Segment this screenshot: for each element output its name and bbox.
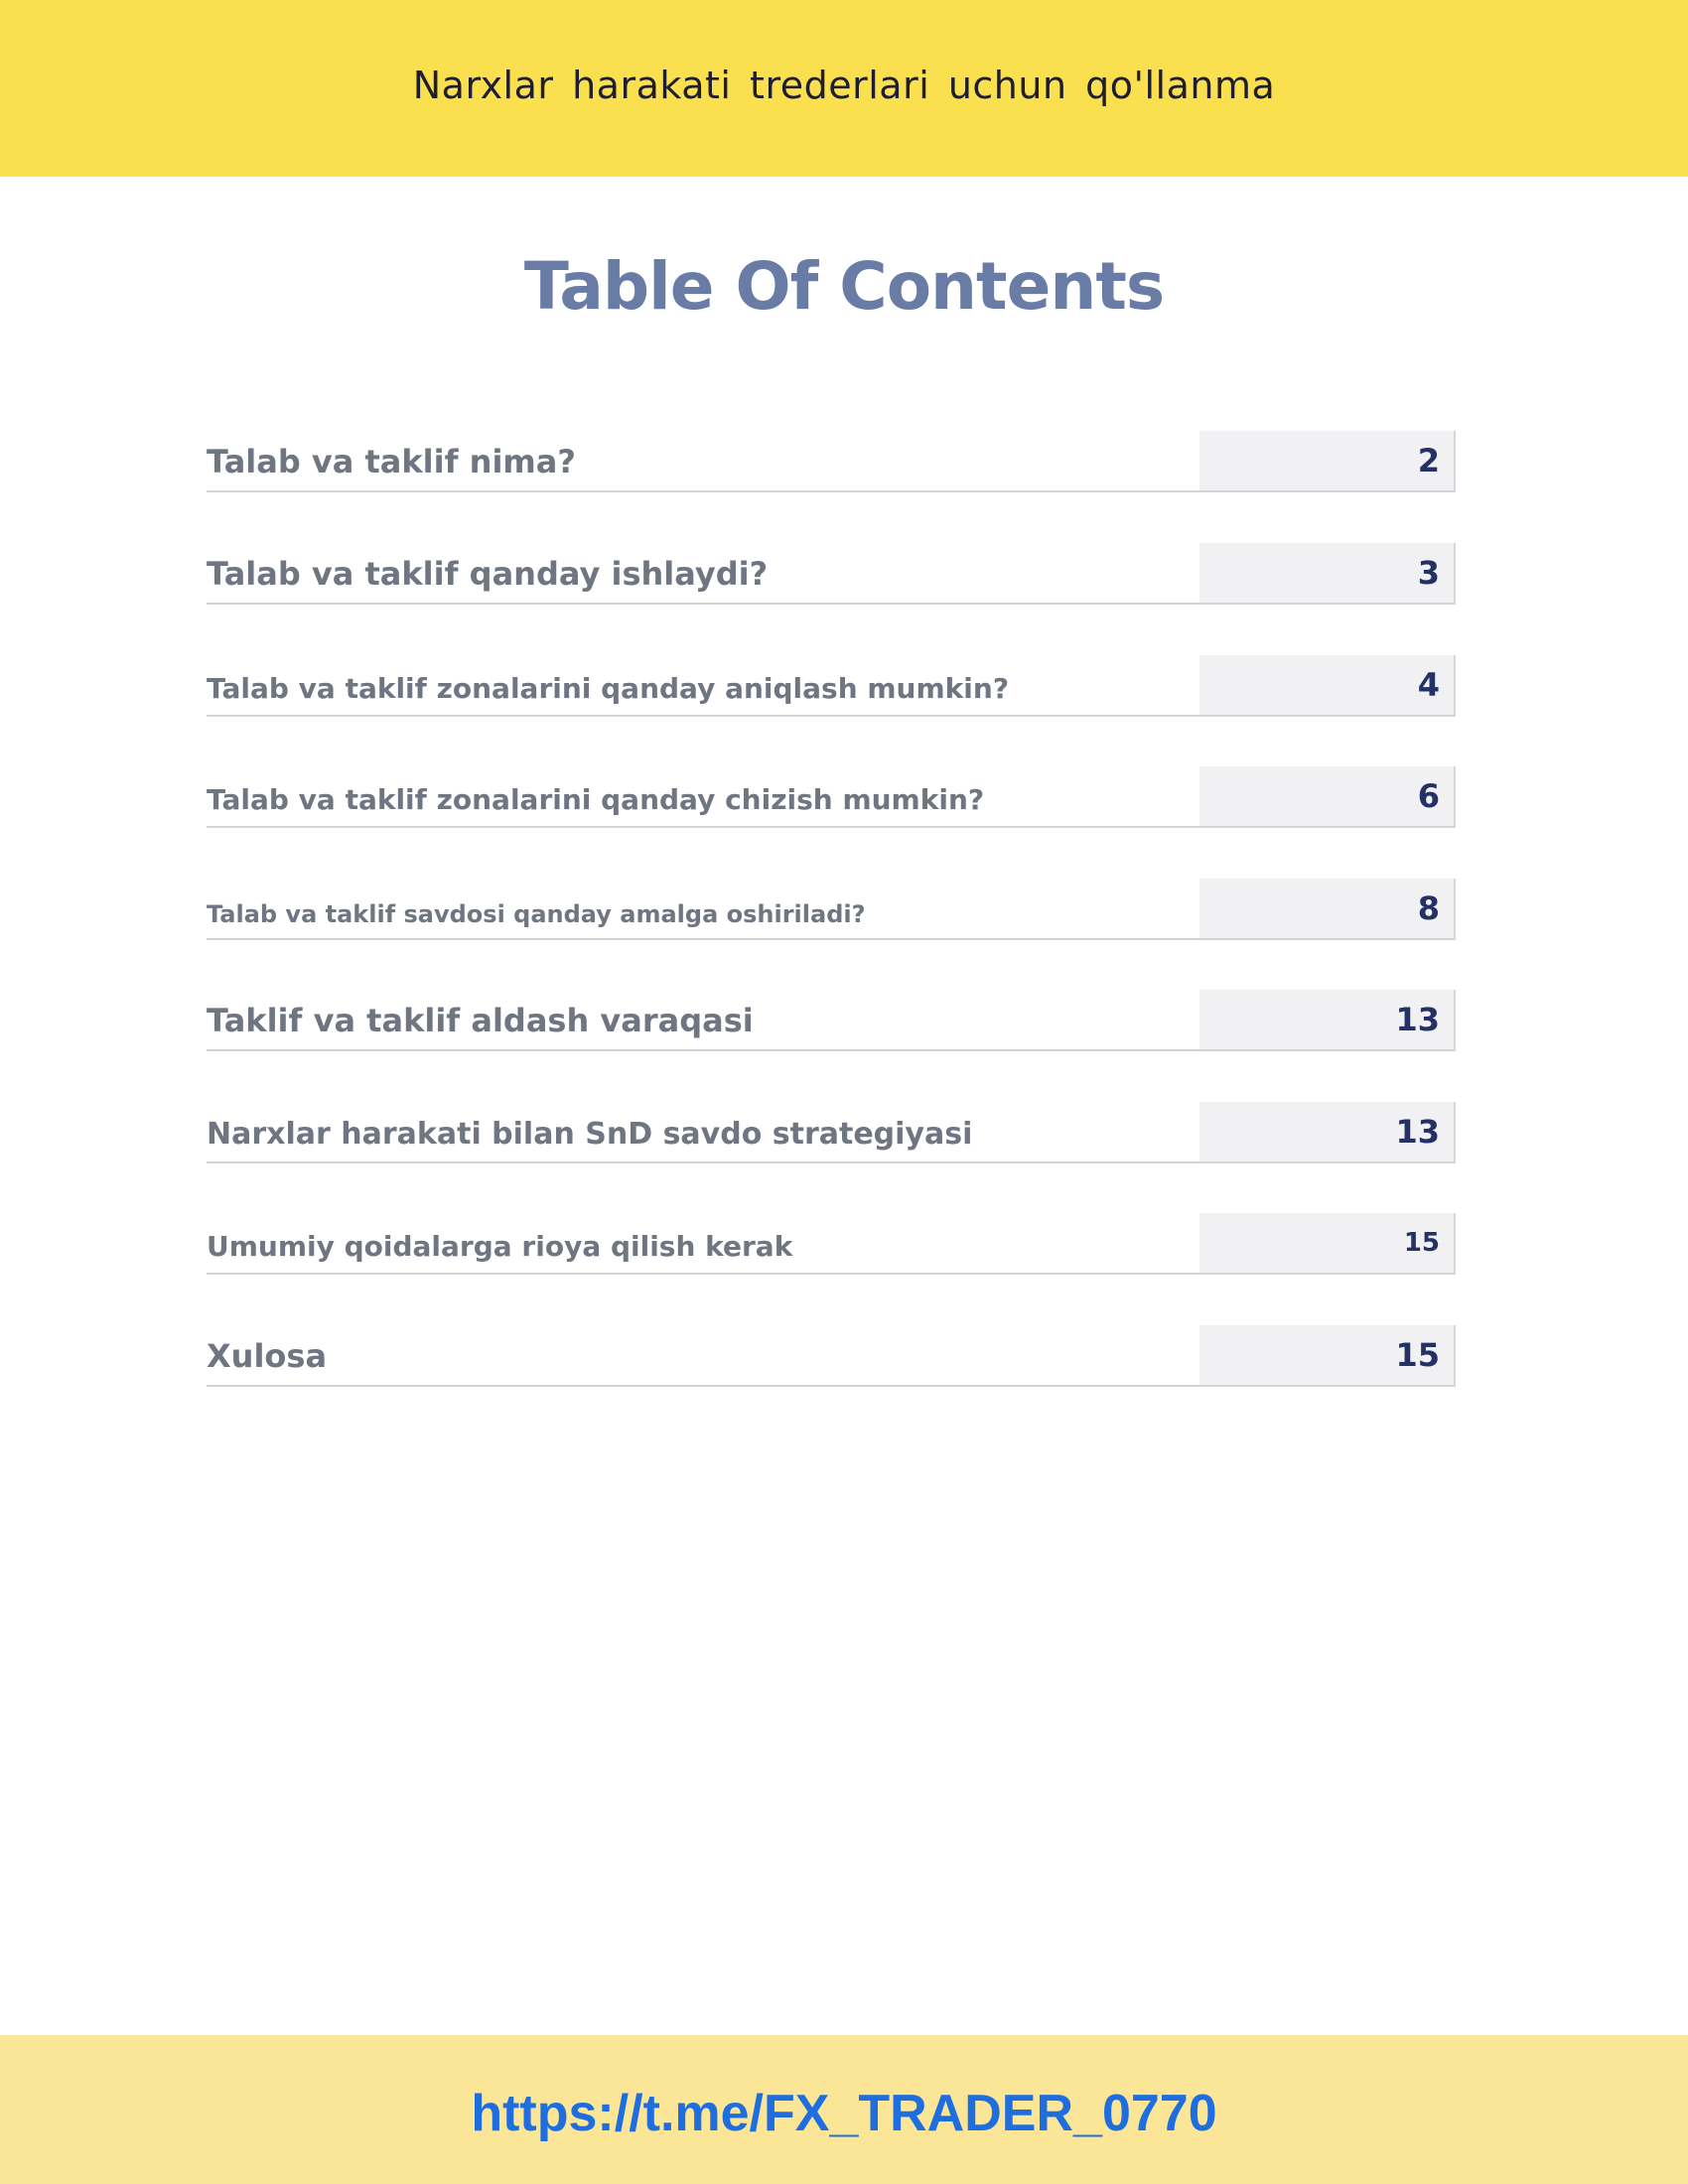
toc-entry-page: 15 — [1403, 1228, 1440, 1258]
toc-page-box — [1199, 990, 1456, 1049]
toc-entry-page: 4 — [1417, 666, 1440, 704]
toc-page-box — [1199, 879, 1456, 938]
toc-entry-label: Talab va taklif zonalarini qanday aniqlash mumkin? — [207, 672, 1010, 705]
toc-entry[interactable] — [207, 990, 1456, 1051]
toc-entry[interactable] — [207, 1325, 1456, 1387]
telegram-link[interactable]: https://t.me/FX_TRADER_0770 — [471, 2085, 1217, 2142]
toc-entry[interactable] — [207, 1213, 1456, 1275]
toc-entry-page: 3 — [1417, 554, 1440, 592]
toc-entry-label: Talab va taklif zonalarini qanday chizish mumkin? — [207, 783, 985, 816]
toc-entry-label: Talab va taklif qanday ishlaydi? — [207, 555, 769, 593]
page-header — [0, 0, 1688, 177]
toc-entry-page: 13 — [1395, 1001, 1440, 1038]
toc-page-box — [1199, 1102, 1456, 1161]
toc-entry[interactable] — [207, 655, 1456, 717]
toc-page-box — [1199, 766, 1456, 826]
toc-entry-page: 13 — [1395, 1113, 1440, 1151]
page-footer — [0, 2035, 1688, 2184]
toc-entry[interactable] — [207, 431, 1456, 492]
toc-entry[interactable] — [207, 1102, 1456, 1163]
toc-entry[interactable] — [207, 766, 1456, 828]
header-title: Narxlar harakati trederlari uchun qo'llanma — [412, 64, 1276, 107]
toc-entry-page: 15 — [1395, 1336, 1440, 1374]
toc-page-box — [1199, 431, 1456, 490]
toc-title: Table Of Contents — [523, 248, 1165, 325]
toc-page-box — [1199, 543, 1456, 603]
toc-page-box — [1199, 1213, 1456, 1273]
toc-entry-label: Umumiy qoidalarga rioya qilish kerak — [207, 1230, 793, 1263]
toc-entry[interactable] — [207, 879, 1456, 940]
toc-entry-page: 6 — [1417, 777, 1440, 815]
toc-entry[interactable] — [207, 543, 1456, 605]
toc-entry-label: Taklif va taklif aldash varaqasi — [207, 1002, 754, 1039]
toc-entry-label: Xulosa — [207, 1337, 328, 1375]
toc-entry-label: Narxlar harakati bilan SnD savdo strategiyasi — [207, 1117, 973, 1152]
toc-entry-page: 2 — [1417, 442, 1440, 479]
toc-page-box — [1199, 1325, 1456, 1385]
toc-entry-page: 8 — [1417, 889, 1440, 927]
toc-entry-label: Talab va taklif nima? — [207, 443, 576, 480]
toc-page-box — [1199, 655, 1456, 715]
toc-entry-label: Talab va taklif savdosi qanday amalga oshiriladi? — [207, 900, 866, 928]
